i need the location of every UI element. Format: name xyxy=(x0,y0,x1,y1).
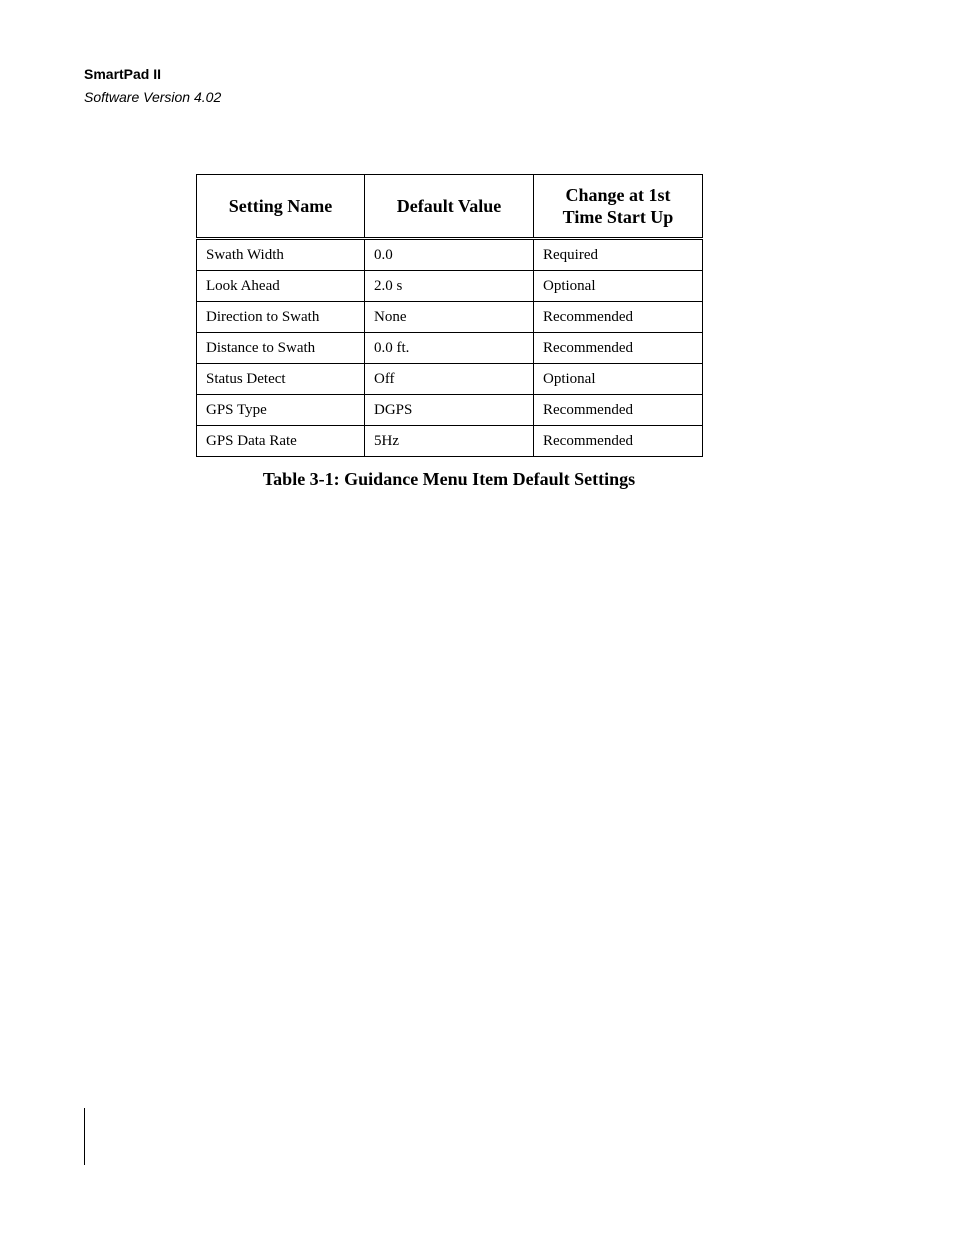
default-value-cell: Off xyxy=(365,364,534,395)
settings-table-container xyxy=(196,174,702,457)
column-header-setting-name: Setting Name xyxy=(197,175,365,239)
setting-name-cell: Distance to Swath xyxy=(197,333,365,364)
change-requirement-cell: Optional xyxy=(534,364,703,395)
setting-name-cell: GPS Type xyxy=(197,395,365,426)
page-header xyxy=(84,64,221,107)
setting-name-cell: GPS Data Rate xyxy=(197,426,365,457)
setting-name-cell: Look Ahead xyxy=(197,271,365,302)
change-requirement-cell: Recommended xyxy=(534,426,703,457)
setting-name-cell: Status Detect xyxy=(197,364,365,395)
default-value-cell: 0.0 xyxy=(365,239,534,271)
table-row xyxy=(197,395,703,426)
column-header-default-value: Default Value xyxy=(365,175,534,239)
column-header-change-at-start-up: Change at 1st Time Start Up xyxy=(534,175,703,239)
change-requirement-cell: Recommended xyxy=(534,333,703,364)
table-caption: Table 3-1: Guidance Menu Item Default Settings xyxy=(262,469,636,489)
table-row xyxy=(197,302,703,333)
document-title: SmartPad II xyxy=(84,66,162,82)
table-row xyxy=(197,271,703,302)
default-value-cell: None xyxy=(365,302,534,333)
table-row xyxy=(197,426,703,457)
table-row xyxy=(197,364,703,395)
setting-name-cell: Direction to Swath xyxy=(197,302,365,333)
default-value-cell: DGPS xyxy=(365,395,534,426)
change-requirement-cell: Optional xyxy=(534,271,703,302)
default-value-cell: 2.0 s xyxy=(365,271,534,302)
default-value-cell: 5Hz xyxy=(365,426,534,457)
change-requirement-cell: Recommended xyxy=(534,395,703,426)
setting-name-cell: Swath Width xyxy=(197,239,365,271)
margin-change-bar xyxy=(84,1108,85,1165)
default-value-cell: 0.0 ft. xyxy=(365,333,534,364)
guidance-settings-table xyxy=(196,174,703,457)
change-requirement-cell: Recommended xyxy=(534,302,703,333)
table-header-row xyxy=(197,175,703,239)
table-row xyxy=(197,333,703,364)
table-row xyxy=(197,239,703,271)
change-requirement-cell: Required xyxy=(534,239,703,271)
software-version: Software Version 4.02 xyxy=(84,89,222,105)
